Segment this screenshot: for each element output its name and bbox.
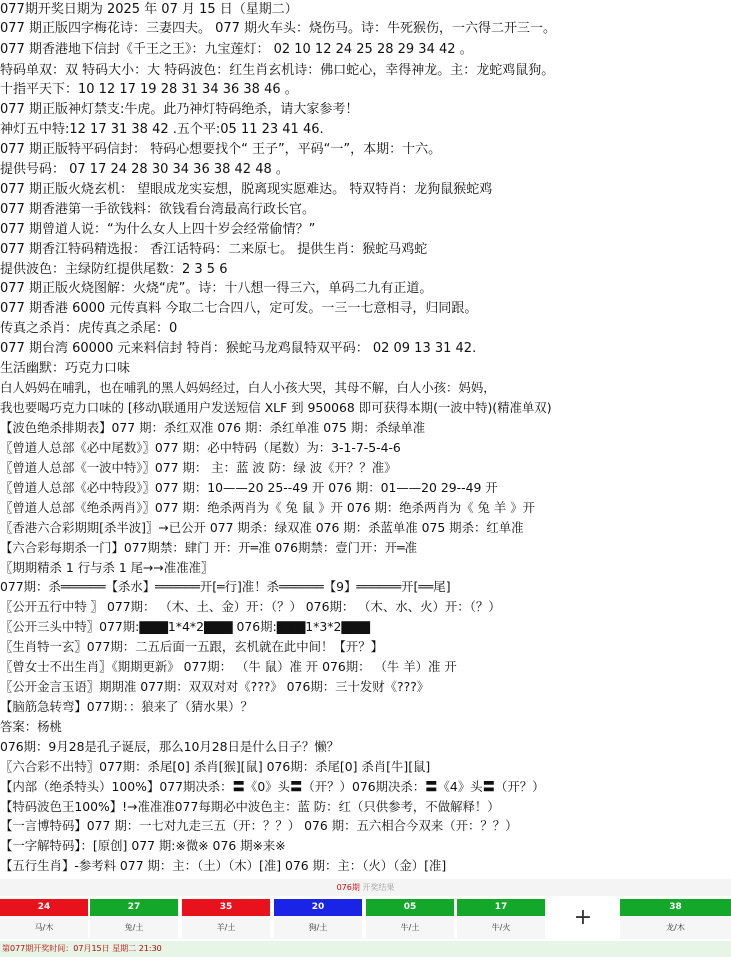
- document-line: 077 期正版四字梅花诗：三妻四夫。 077 期火车头：烧伤马。诗：牛死猴伤，一六得二开三一。: [0, 21, 557, 36]
- ball-number: 27: [90, 899, 178, 916]
- document-line: 〖六合彩不出特〗077期：杀尾[0] 杀肖[猴][鼠] 076期：杀尾[0] 杀肖[牛][鼠]: [0, 759, 431, 774]
- ball-zodiac: 牛/土: [366, 916, 454, 939]
- document-line: 077 期台湾 60000 元来料信封 特肖：猴蛇马龙鸡鼠特双平码： 02 09 13 31 42.: [0, 341, 477, 356]
- document-line: 【一言博特码】077 期：一七对九走三五（开：？？） 076 期：五六相合今双来（开：？？）: [0, 818, 518, 833]
- document-line: 〖期期精杀 1 行与杀 1 尾→→准准准〗: [0, 560, 214, 575]
- results-period: 076期: [336, 883, 360, 892]
- document-line: 生活幽默：巧克力口味: [0, 361, 131, 376]
- document-line: 077 期正版神灯禁支:牛虎。此乃神灯特码绝杀，请大家参考！: [0, 102, 359, 117]
- results-caption-text: 开奖结果: [359, 883, 395, 892]
- document-line: 【波色绝杀排期表】077 期：杀红双准 076 期：杀红单准 075 期：杀绿单准: [0, 420, 426, 435]
- ball-number: 05: [366, 899, 454, 916]
- result-ball: [90, 899, 178, 939]
- document-line: 特码单双：双 特码大小：大 特码波色：红生肖玄机诗：佛口蛇心，幸得神龙。主：龙蛇鸡鼠狗。: [0, 63, 555, 78]
- document-line: 〖曾道人总部《绝杀两肖》〗077 期：绝杀两肖为《 兔 鼠 》开 076 期：绝杀两肖为《 兔 羊 》开: [0, 500, 535, 515]
- document-line: 〖公开五行中特 〗 077期： （木、土、金）开：（？） 076期： （木、水、火）开：（？）: [0, 599, 501, 614]
- document-line: 传真之杀肖：虎传真之杀尾：0: [0, 321, 178, 336]
- document-line: 【六合彩每期杀一门】077期禁：肆门 开：开═准 076期禁：壹门开：开═准: [0, 540, 418, 555]
- document-line: 077 期香江特码精选报： 香江话特码：二来原七。 提供生肖：猴蛇马鸡蛇: [0, 242, 428, 257]
- document-line: 〖曾道人总部《一波中特》〗077 期： 主：蓝 波 防：绿 波《开？？准》: [0, 460, 397, 475]
- results-balls: [0, 899, 731, 939]
- document-line: [0, 875, 731, 878]
- ball-number: 17: [457, 899, 545, 916]
- ball-number: 20: [274, 899, 362, 916]
- document-line: 〖曾道人总部《必中特段》〗077 期：10——20 25--49 开 076 期：01——20 29--49 开: [0, 480, 498, 495]
- document-line: 077期：杀══════【杀水】══════开[═行]准！杀══════【9】══════开[══尾]: [0, 579, 451, 594]
- result-ball: [366, 899, 454, 939]
- document-line: 077 期香港地下信封《千王之王》：九宝莲灯： 02 10 12 24 25 28 29 34 42 。: [0, 42, 473, 57]
- document-line: 白人妈妈在哺乳，也在哺乳的黑人妈妈经过，白人小孩大哭，其母不解，白人小孩：妈妈，: [0, 380, 496, 395]
- document-line: 神灯五中特:12 17 31 38 42 .五个平:05 11 23 41 46.: [0, 122, 324, 137]
- ball-zodiac: 马/木: [0, 916, 88, 939]
- result-ball: [620, 899, 731, 939]
- result-ball: [0, 899, 88, 939]
- document-line: 【五行生肖】-参考料 077 期：主：（土）（木）[准] 076 期：主：（火）（金）[准]: [0, 858, 447, 873]
- document-line: 【内部（绝杀特头）100%】077期决杀：〓《0》头〓（开？）076期决杀：〓《4》头〓（开？）: [0, 779, 545, 794]
- document-line: 我也要喝巧克力口味的 [移动\联通用户发送短信 XLF 到 950068 即可获得本期(一波中特)(精准单双): [0, 400, 552, 415]
- document-line: 077 期香港第一手欲钱料：欲钱看台湾最高行政长官。: [0, 202, 315, 217]
- document-line: 【脑筋急转弯】077期：：狼来了（猜水果）？: [0, 699, 253, 714]
- document-line: 077 期正版火烧图解：火烧“虎”。诗：十八想一得三六，单码二九有正道。: [0, 281, 433, 296]
- document-line: 答案：杨桃: [0, 719, 62, 734]
- document-line: 〖公开金言玉语〗期期准 077期：双双对对《???》 076期：三十发财《???》: [0, 679, 430, 694]
- ball-zodiac: 狗/土: [274, 916, 362, 939]
- document-line: 077期开奖日期为 2025 年 07 月 15 日（星期二）: [0, 2, 298, 17]
- ball-zodiac: 牛/火: [457, 916, 545, 939]
- result-ball: [457, 899, 545, 939]
- document-line: 〖曾道人总部《必中尾数》〗077 期：必中特码（尾数）为：3-1-7-5-4-6: [0, 440, 401, 455]
- document-line: 077 期正版火烧玄机： 望眼成龙实妄想，脱离现实愿难达。 特双特肖：龙狗鼠猴蛇鸡: [0, 182, 493, 197]
- document-line: 【一字解特码】：[原创] 077 期:※微※ 076 期※来※: [0, 838, 286, 853]
- document-line: 【特码波色王100%】!→准准准077每期必中波色主：蓝 防：红（只供参考，不做解释！）: [0, 799, 500, 814]
- draw-time-footer: 第077期开奖时间：07月15日 星期二 21:30: [0, 941, 731, 957]
- ball-number: 24: [0, 899, 88, 916]
- ball-zodiac: 羊/土: [182, 916, 270, 939]
- document-line: 十指平天下：10 12 17 19 28 31 34 36 38 46 。: [0, 82, 298, 97]
- document-line: 077 期曾道人说：“为什么女人上四十岁会经常偷情？”: [0, 222, 316, 237]
- result-ball: [274, 899, 362, 939]
- results-caption: [0, 879, 731, 896]
- document-line: 提供号码： 07 17 24 28 30 34 36 38 42 48 。: [0, 162, 289, 177]
- plus-icon: +: [548, 899, 618, 939]
- result-ball: [182, 899, 270, 939]
- ball-zodiac: 龙/木: [620, 916, 731, 939]
- document-line: 〖公开三头中特〗077期:▇▇▇1*4*2▇▇▇ 076期:▇▇▇1*3*2▇▇▇: [0, 619, 370, 634]
- document-line: 〖生肖特一玄〗077期：二五后面一五跟，玄机就在此中间！【开？】: [0, 639, 383, 654]
- document-line: 提供波色：主绿防红提供尾数：2 3 5 6: [0, 262, 228, 277]
- document-line: 077 期香港 6000 元传真料 今取二七合四八，定可发。一三一七意相寻，归同跟。: [0, 301, 478, 316]
- document-line: 〖香港六合彩期期[杀半波]〗→已公开 077 期杀：绿双准 076 期：杀蓝单准 075 期杀：红单准: [0, 520, 524, 535]
- ball-number: 38: [620, 899, 731, 916]
- document-line: 077 期正版特平码信封： 特码心想要找个“ 王子”，平码“一”，本期：十六。: [0, 142, 442, 157]
- ball-zodiac: 兔/土: [90, 916, 178, 939]
- document-line: 076期：9月28是孔子诞辰，那么10月28日是什么日子？懒？: [0, 739, 340, 754]
- ball-number: 35: [182, 899, 270, 916]
- document-line: 〖曾女士不出生肖〗《期期更新》 077期： （牛 鼠）准 开 076期： （牛 羊）准 开: [0, 659, 457, 674]
